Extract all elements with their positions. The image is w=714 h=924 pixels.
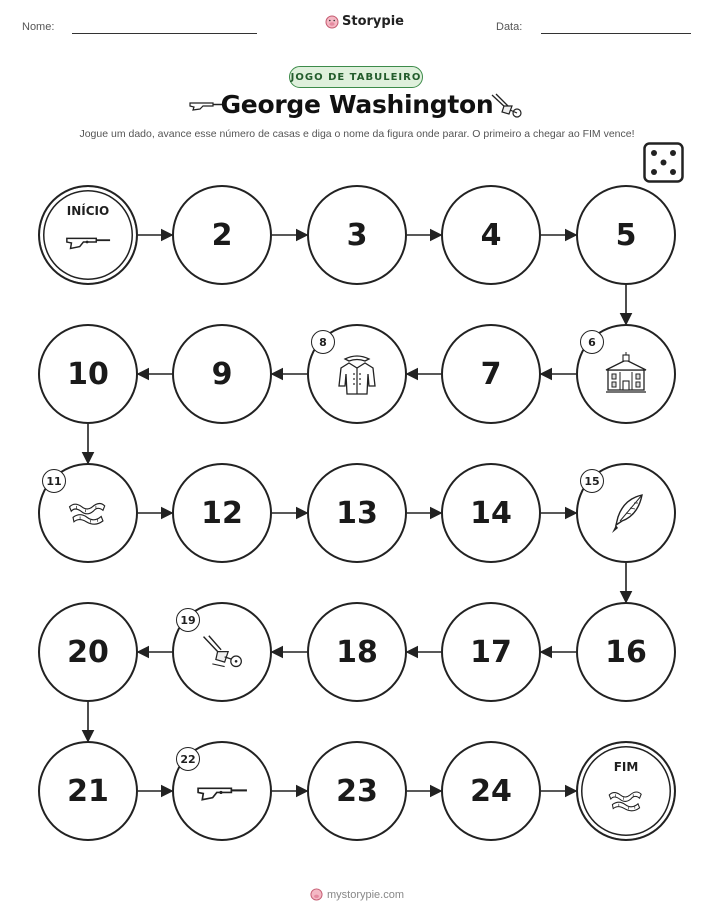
space-number: 4 <box>480 217 502 253</box>
space-number: 23 <box>336 773 378 809</box>
space-number: 18 <box>336 634 378 670</box>
space-number: 5 <box>615 217 637 253</box>
space-number-tag: 15 <box>580 469 604 493</box>
space-number-tag: 11 <box>42 469 66 493</box>
board-space-21 <box>38 741 138 841</box>
building-icon <box>604 352 648 396</box>
space-number: 14 <box>470 495 512 531</box>
space-number: 16 <box>605 634 647 670</box>
board-space-10 <box>38 324 138 424</box>
space-number: 10 <box>67 356 109 392</box>
measuring-tape-icon <box>606 787 646 819</box>
space-number: 3 <box>346 217 368 253</box>
board-space-18 <box>307 602 407 702</box>
start-label: INÍCIO <box>66 204 110 218</box>
space-number: 24 <box>470 773 512 809</box>
space-number: 13 <box>336 495 378 531</box>
page-title: George Washington <box>220 90 494 119</box>
space-number: 12 <box>201 495 243 531</box>
name-label: Nome: <box>22 21 55 33</box>
pig-mascot-icon <box>310 888 323 901</box>
space-number-tag: 22 <box>176 747 200 771</box>
space-number: 20 <box>67 634 109 670</box>
board-space-7 <box>441 324 541 424</box>
coat-icon <box>335 352 379 396</box>
plow-icon <box>200 634 244 669</box>
space-number: 21 <box>67 773 109 809</box>
space-number: 9 <box>211 356 233 392</box>
space-number: 7 <box>480 356 502 392</box>
board-space-25 <box>576 741 676 841</box>
measuring-tape-icon <box>66 498 110 529</box>
space-number: 17 <box>470 634 512 670</box>
board-space-3 <box>307 185 407 285</box>
board-space-20 <box>38 602 138 702</box>
date-label: Data: <box>496 21 523 33</box>
musket-icon <box>65 231 111 254</box>
board-space-13 <box>307 463 407 563</box>
quill-icon <box>604 491 648 535</box>
board-space-23 <box>307 741 407 841</box>
footer-url[interactable]: mystorypie.com <box>326 888 405 901</box>
space-number-tag: 6 <box>580 330 604 354</box>
board-space-4 <box>441 185 541 285</box>
board-space-9 <box>172 324 272 424</box>
game-type-badge: JOGO DE TABULEIRO <box>289 66 423 88</box>
space-number-tag: 8 <box>311 330 335 354</box>
musket-icon <box>196 780 248 802</box>
brand-name: Storypie <box>342 14 404 29</box>
end-label: FIM <box>613 760 639 774</box>
footer <box>0 888 714 901</box>
board-space-1 <box>38 185 138 285</box>
board-space-5 <box>576 185 676 285</box>
space-number: 2 <box>211 217 233 253</box>
board-space-16 <box>576 602 676 702</box>
board-space-17 <box>441 602 541 702</box>
board-space-14 <box>441 463 541 563</box>
space-number-tag: 19 <box>176 608 200 632</box>
board-space-24 <box>441 741 541 841</box>
board-space-2 <box>172 185 272 285</box>
board-space-12 <box>172 463 272 563</box>
instructions: Jogue um dado, avance esse número de casas e diga o nome da figura onde parar. O primeiro a chegar ao FIM vence! <box>79 128 635 140</box>
